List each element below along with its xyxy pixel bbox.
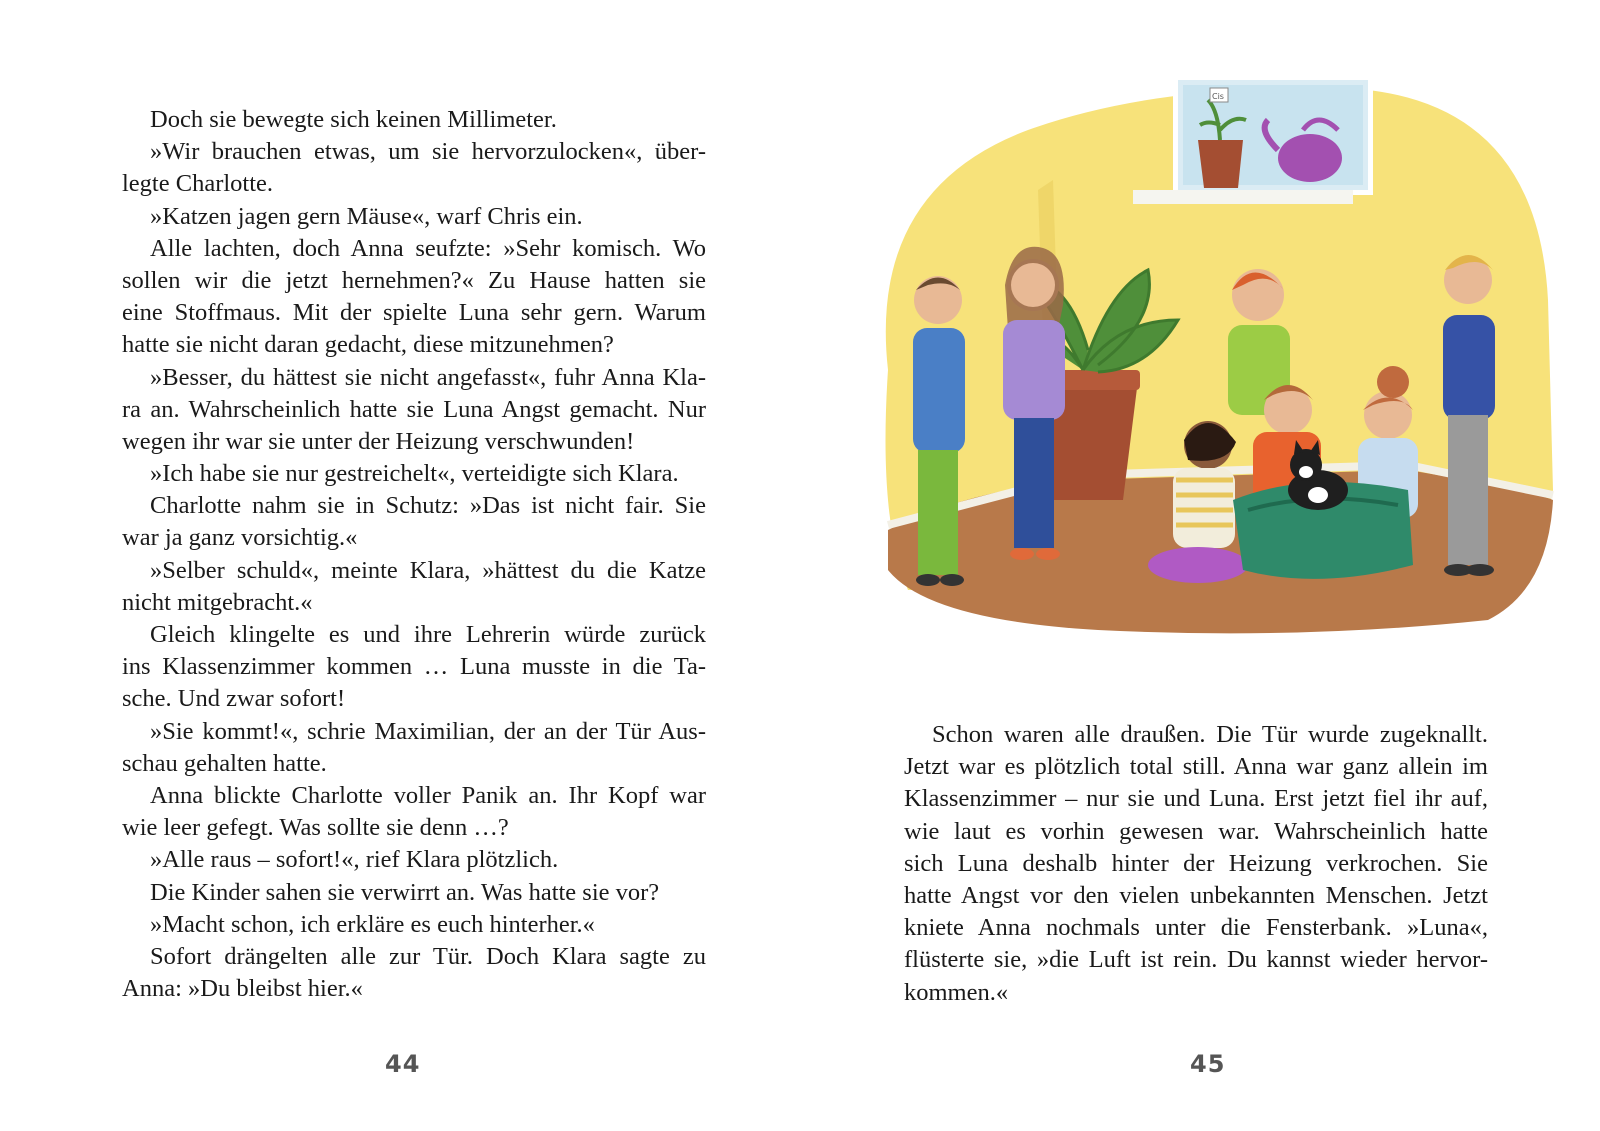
- text-line: sche. Und zwar sofort!: [122, 685, 346, 713]
- text-line: Alle lachten, doch Anna seufzte: »Sehr komisch. Wo: [150, 234, 706, 262]
- text-line: sollen wir die jetzt hernehmen?« Zu Hause hatten sie: [122, 266, 706, 294]
- right-page-text: [904, 719, 1488, 1009]
- text-line: kniete Anna nochmals unter die Fensterbank. »Luna«,: [904, 914, 1488, 942]
- text-line: Anna blickte Charlotte voller Panik an. Ihr Kopf war: [150, 781, 706, 809]
- right-page: [800, 0, 1600, 1131]
- shelf: [1133, 190, 1353, 204]
- text-line: wegen ihr war sie unter der Heizung verschwunden!: [122, 427, 635, 455]
- text-line: Sofort drängelten alle zur Tür. Doch Klara sagte zu: [150, 942, 706, 970]
- text-line: hatte sie nicht daran gedacht, diese mitzunehmen?: [122, 331, 614, 359]
- text-line: ins Klassenzimmer kommen … Luna musste in die Ta-: [122, 653, 706, 681]
- small-plant-pot: [1198, 140, 1243, 188]
- text-line: ra an. Wahrscheinlich hatte sie Luna Angst gemacht. Nur: [122, 395, 706, 423]
- text-line: eine Stoffmaus. Mit der spielte Luna sehr gern. Warum: [122, 299, 706, 327]
- text-line: kommen.«: [904, 978, 1009, 1006]
- text-line: »Alle raus – sofort!«, rief Klara plötzlich.: [150, 846, 559, 874]
- left-page-number: 44: [385, 1050, 421, 1078]
- text-line: war ja ganz vorsichtig.«: [122, 524, 358, 552]
- text-line: Klassenzimmer – nur sie und Luna. Erst jetzt fiel ihr auf,: [904, 785, 1488, 813]
- text-line: legte Charlotte.: [122, 170, 274, 198]
- text-line: Jetzt war es plötzlich total still. Anna war ganz allein im: [904, 753, 1488, 781]
- text-line: »Katzen jagen gern Mäuse«, warf Chris ein.: [150, 202, 583, 230]
- text-line: schau gehalten hatte.: [122, 749, 327, 777]
- text-line: Gleich klingelte es und ihre Lehrerin würde zurück: [150, 621, 706, 648]
- text-line: »Wir brauchen etwas, um sie hervorzulocken«, über-: [150, 138, 706, 166]
- text-line: Charlotte nahm sie in Schutz: »Das ist nicht fair. Sie: [150, 492, 706, 520]
- text-line: »Selber schuld«, meinte Klara, »hättest du die Katze: [150, 556, 706, 584]
- text-line: Doch sie bewegte sich keinen Millimeter.: [150, 106, 557, 133]
- text-line: flüsterte sie, »die Luft ist rein. Du kannst wieder hervor-: [904, 946, 1488, 974]
- right-page-number: 45: [1190, 1050, 1226, 1078]
- text-line: nicht mitgebracht.«: [122, 588, 313, 616]
- text-line: »Besser, du hättest sie nicht angefasst«, fuhr Anna Kla-: [150, 363, 706, 391]
- classroom-illustration: [848, 70, 1564, 650]
- text-line: hatte Angst vor den vielen unbekannten Menschen. Jetzt: [904, 881, 1488, 909]
- text-line: Die Kinder sahen sie verwirrt an. Was hatte sie vor?: [150, 878, 660, 906]
- text-line: Schon waren alle draußen. Die Tür wurde zugeknallt.: [932, 721, 1488, 748]
- text-line: wie leer gefegt. Was sollte sie denn …?: [122, 814, 509, 842]
- text-line: »Ich habe sie nur gestreichelt«, verteidigte sich Klara.: [150, 460, 679, 488]
- plant-label-text: Cis: [1212, 92, 1224, 101]
- text-line: sich Luna deshalb hinter der Heizung verkrochen. Sie: [904, 849, 1488, 877]
- text-line: »Macht schon, ich erkläre es euch hinterher.«: [150, 910, 595, 938]
- left-page-text: [122, 104, 706, 1005]
- watering-can: [1278, 134, 1342, 182]
- text-line: Anna: »Du bleibst hier.«: [122, 975, 363, 1003]
- text-line: »Sie kommt!«, schrie Maximilian, der an der Tür Aus-: [150, 717, 706, 745]
- text-line: wie laut es vorhin gewesen war. Wahrscheinlich hatte: [904, 817, 1488, 845]
